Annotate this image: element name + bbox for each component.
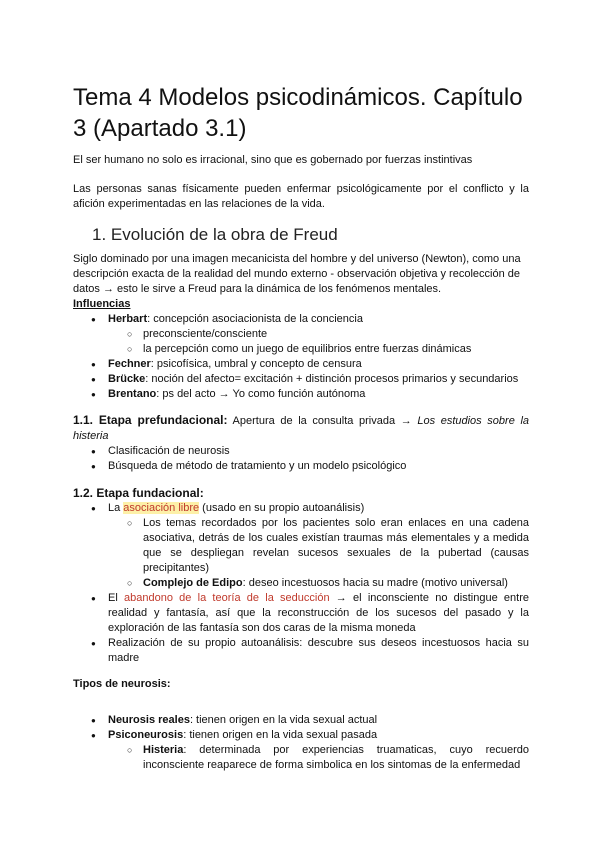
etapa1-number: 1.1. Etapa prefundacional: <box>73 413 228 427</box>
intro-paragraph-2: Las personas sanas físicamente pueden enfermar psicológicamente por el conflicto y la afición experimentadas en las relaciones de la vida. <box>73 183 529 210</box>
influencias-label <box>73 297 529 312</box>
term: Herbart <box>108 313 148 325</box>
intro-paragraph-1: El ser humano no solo es irracional, sino que es gobernado por fuerzas instintivas <box>73 154 473 166</box>
list-item <box>73 372 529 387</box>
etapa1-italic: Los estudios sobre la histeria <box>73 415 530 442</box>
list-item <box>108 576 529 591</box>
list-item <box>73 387 529 402</box>
item-text: (usado en su propio autoanálisis) <box>199 502 365 514</box>
item-text: : determinada por experiencias truamaticas, cuyo recuerdo inconsciente reaparece de forma simbolica en los sintomas de la enfermedad <box>143 744 529 771</box>
etapa1-list <box>73 444 529 474</box>
document-content <box>73 82 529 773</box>
item-text: : psicofísica, umbral y concepto de censura <box>150 358 362 370</box>
item-text: : deseo incestuosos hacia su madre (motivo universal) <box>242 577 508 589</box>
neurosis-heading-text: Tipos de neurosis: <box>73 678 171 690</box>
list-item: ● Búsqueda de método de tratamiento y un modelo psicológico <box>73 459 529 474</box>
section-heading-1: 1. Evolución de la obra de Freud <box>92 225 338 244</box>
item-text: : noción del afecto= excitación + distinción procesos primarios y secundarios <box>145 373 519 385</box>
item-text: El <box>108 592 125 604</box>
influencias-label-text: Influencias <box>73 298 131 310</box>
term: Fechner <box>108 358 151 370</box>
item-text: : concepción asociacionista de la conciencia <box>147 313 363 325</box>
etapa2-number: 1.2. Etapa fundacional: <box>73 486 204 500</box>
list-item: ○ preconsciente/consciente <box>108 327 529 342</box>
list-item <box>73 357 529 372</box>
etapa1-text: Apertura de la consulta privada → <box>227 415 418 427</box>
list-item <box>73 713 529 728</box>
list-item: ○ la percepción como un juego de equilibrios entre fuerzas dinámicas <box>108 342 529 357</box>
neurosis-heading <box>73 677 529 692</box>
item-text: : tienen origen en la vida sexual actual <box>189 714 378 726</box>
herbart-sublist <box>108 327 529 357</box>
list-item <box>108 743 529 773</box>
list-item <box>73 312 529 357</box>
etapa2-sublist <box>108 516 529 591</box>
influencias-list <box>73 312 529 402</box>
etapa-prefundacional <box>73 413 529 444</box>
term: Neurosis reales <box>108 714 190 726</box>
list-item: ○ Los temas recordados por los pacientes solo eran enlaces en una cadena asociativa, detrás de los cuales existían traumas más elementales y a medida que se despliegan revelan sucesos sexuales de la pubertad (causas precipitantes) <box>108 516 529 576</box>
item-text: : ps del acto → Yo como función autónoma <box>156 388 366 400</box>
list-item: ● Clasificación de neurosis <box>73 444 529 459</box>
item-text: → el inconsciente no distingue entre realidad y fantasía, así que la reconstrucción de los sucesos del pasado y la exploración de las fantasía son dos caras de la misma moneda <box>108 592 529 634</box>
item-text: : tienen origen en la vida sexual pasada <box>183 729 378 741</box>
term: Brentano <box>108 388 157 400</box>
section1-paragraph: Siglo dominado por una imagen mecanicista del hombre y del universo (Newton), como una descripción exacta de la realidad del mundo externo - observación objetiva y recolección de datos → esto le sirve a Freud para la dinámica de los fenómenos mentales. <box>73 253 521 295</box>
highlight-asociacion-libre: asociación libre <box>123 502 200 514</box>
term: Histeria <box>143 744 184 756</box>
page-title: Tema 4 Modelos psicodinámicos. Capítulo 3 (Apartado 3.1) <box>73 84 523 142</box>
etapa-fundacional-heading <box>73 485 529 501</box>
list-item <box>73 591 529 636</box>
list-item <box>73 501 529 591</box>
term: Complejo de Edipo <box>143 577 243 589</box>
list-item <box>73 728 529 773</box>
neurosis-list <box>73 713 529 773</box>
highlight-abandono: abandono de la teoría de la seducción <box>124 592 330 604</box>
term: Brücke <box>108 373 146 385</box>
list-item: ● Realización de su propio autoanálisis: descubre sus deseos incestuosos hacia su madre <box>73 636 529 666</box>
neurosis-sublist <box>108 743 529 773</box>
item-text: La <box>108 502 124 514</box>
term: Psiconeurosis <box>108 729 184 741</box>
etapa2-list <box>73 501 529 666</box>
